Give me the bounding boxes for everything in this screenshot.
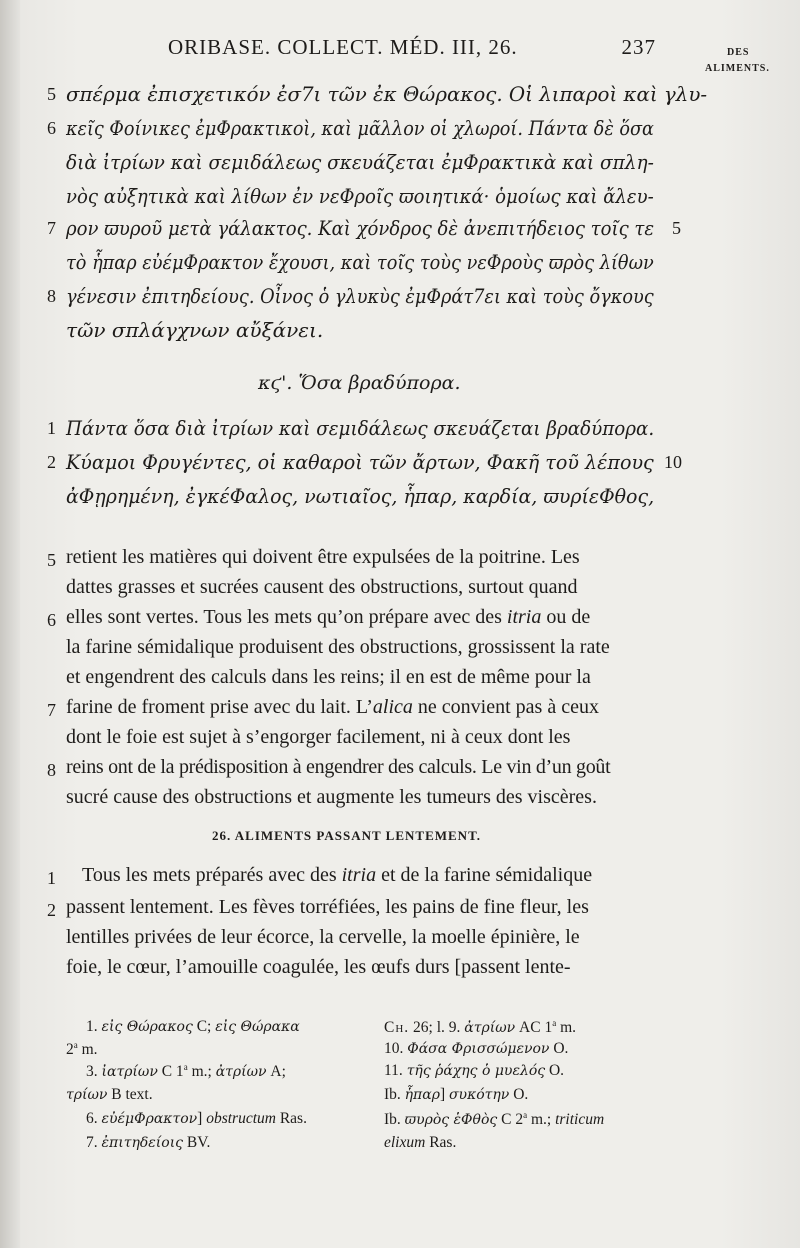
greek-text: σπέρμα ἐπισχετικόν ἐσ7ι τῶν ἐκ Θώρακος. Οἱ λιπαροὶ καὶ γλυ- <box>66 82 708 106</box>
french-text: reins ont de la prédisposition à engendrer des calculs. Le vin d’un goût <box>66 756 611 778</box>
footnote-left: τρίων B text. <box>66 1086 153 1103</box>
running-title: ORIBASE. COLLECT. MÉD. III, 26. <box>168 35 518 59</box>
margin-title-line-2: ALIMENTS. <box>705 63 770 74</box>
line-number: 2 <box>47 452 56 472</box>
footnote-right: elixum Ras. <box>384 1134 457 1151</box>
line-number: 6 <box>47 118 56 138</box>
greek-text: Κύαμοι Φρυγέντες, οἱ καθαροὶ τῶν ἄρτων, Φακῆ τοῦ λέπους <box>66 450 654 474</box>
greek-section-title: κϛ'. Ὅσα βραδύπορα. <box>258 372 461 394</box>
line-number: 1 <box>47 418 56 438</box>
greek-text: Πάντα ὅσα διὰ ἰτρίων καὶ σεμιδάλεως σκευάζεται βραδύπορα. <box>66 416 655 440</box>
french-text: et engendrent des calculs dans les reins; il en est de même pour la <box>66 666 591 688</box>
french-text: passent lentement. Les fèves torréfiées, les pains de fine fleur, les <box>66 896 589 918</box>
french-text: foie, le cœur, l’amouille coagulée, les œufs durs [passent lente- <box>66 956 571 978</box>
line-number: 7 <box>47 218 56 238</box>
line-number: 8 <box>47 760 56 780</box>
margin-title-line-1: DES <box>727 47 750 58</box>
line-number: 5 <box>47 550 56 570</box>
greek-text: τὸ ἧπαρ εὐέμΦρακτον ἔχουσι, καὶ τοῖς τοὺς νεΦροὺς ϖρὸς λίθων <box>66 250 654 274</box>
footnote-left: 1. εἰς Θώρακος C; εἰς Θώρακα <box>86 1018 300 1035</box>
french-text: dont le foie est sujet à s’engorger facilement, ni à ceux dont les <box>66 726 571 748</box>
footnote-left: 6. εὐέμΦρακτον] obstructum Ras. <box>86 1110 307 1127</box>
footnote-right: 10. Φάσα Φρισσώμενον O. <box>384 1040 569 1057</box>
line-number: 2 <box>47 900 56 920</box>
right-line-number: 5 <box>672 218 681 238</box>
greek-text: νὸς αὐξητικὰ καὶ λίθων ἐν νεΦροῖς ϖοιητικά· ὁμοίως καὶ ἄλευ- <box>66 184 654 208</box>
page-number: 237 <box>621 35 656 59</box>
right-line-number: 10 <box>664 452 682 472</box>
greek-text: τῶν σπλάγχνων αὔξάνει. <box>66 318 324 342</box>
greek-text: ρον ϖυροῦ μετὰ γάλακτος. Καὶ χόνδρος δὲ ἀνεπιτήδειος τοῖς τε <box>66 216 655 240</box>
greek-text: γένεσιν ἐπιτηδείους. Οἶνος ὁ γλυκὺς ἐμΦράτ7ει καὶ τοὺς ὄγκους <box>66 284 654 308</box>
page-gutter <box>0 0 20 1248</box>
line-number: 7 <box>47 700 56 720</box>
margin-title <box>705 45 795 77</box>
french-text: farine de froment prise avec du lait. L’alica ne convient pas à ceux <box>66 696 599 718</box>
greek-text: κεῖς Φοίνικες ἐμΦρακτικοὶ, καὶ μᾶλλον οἱ χλωροί. Πάντα δὲ ὅσα <box>66 116 654 140</box>
line-number: 8 <box>47 286 56 306</box>
footnote-right: Ib. ἧπαρ] συκότην O. <box>384 1086 529 1103</box>
french-text: dattes grasses et sucrées causent des obstructions, surtout quand <box>66 576 578 598</box>
line-number: 6 <box>47 610 56 630</box>
footnote-right: 11. τῆς ῥάχης ὁ μυελός O. <box>384 1062 565 1079</box>
greek-text: ἀΦῃρημένη, ἐγκέΦαλος, νωτιαῖος, ἧπαρ, καρδία, ϖυρίεΦθος, <box>66 484 655 508</box>
line-number: 5 <box>47 84 56 104</box>
french-text: retient les matières qui doivent être expulsées de la poitrine. Les <box>66 546 580 568</box>
footnote-left: 2$^a$ m. <box>66 1040 98 1059</box>
footnote-left: 3. ἰατρίων C 1$^a$ m.; ἀτρίων A; <box>86 1062 286 1081</box>
footnote-right: Ib. ϖυρὸς ἑΦθὸς C 2$^a$ m.; triticum <box>384 1110 605 1129</box>
line-number: 1 <box>47 868 56 888</box>
french-text: lentilles privées de leur écorce, la cervelle, la moelle épinière, le <box>66 926 580 948</box>
greek-text: διὰ ἰτρίων καὶ σεμιδάλεως σκευάζεται ἐμΦρακτικὰ καὶ σπλη- <box>66 150 654 174</box>
footnote-right: Ch. 26; l. 9. ἀτρίων AC 1$^a$ m. <box>384 1018 577 1037</box>
french-text: la farine sémidalique produisent des obstructions, grossissent la rate <box>66 636 610 658</box>
french-section-title: 26. ALIMENTS PASSANT LENTEMENT. <box>212 828 482 843</box>
footnote-left: 7. ἐπιτηδείοις BV. <box>86 1134 211 1151</box>
french-text: sucré cause des obstructions et augmente les tumeurs des viscères. <box>66 786 597 808</box>
french-text: elles sont vertes. Tous les mets qu’on prépare avec des itria ou de <box>66 606 591 628</box>
french-text: Tous les mets préparés avec des itria et de la farine sémidalique <box>82 864 593 886</box>
